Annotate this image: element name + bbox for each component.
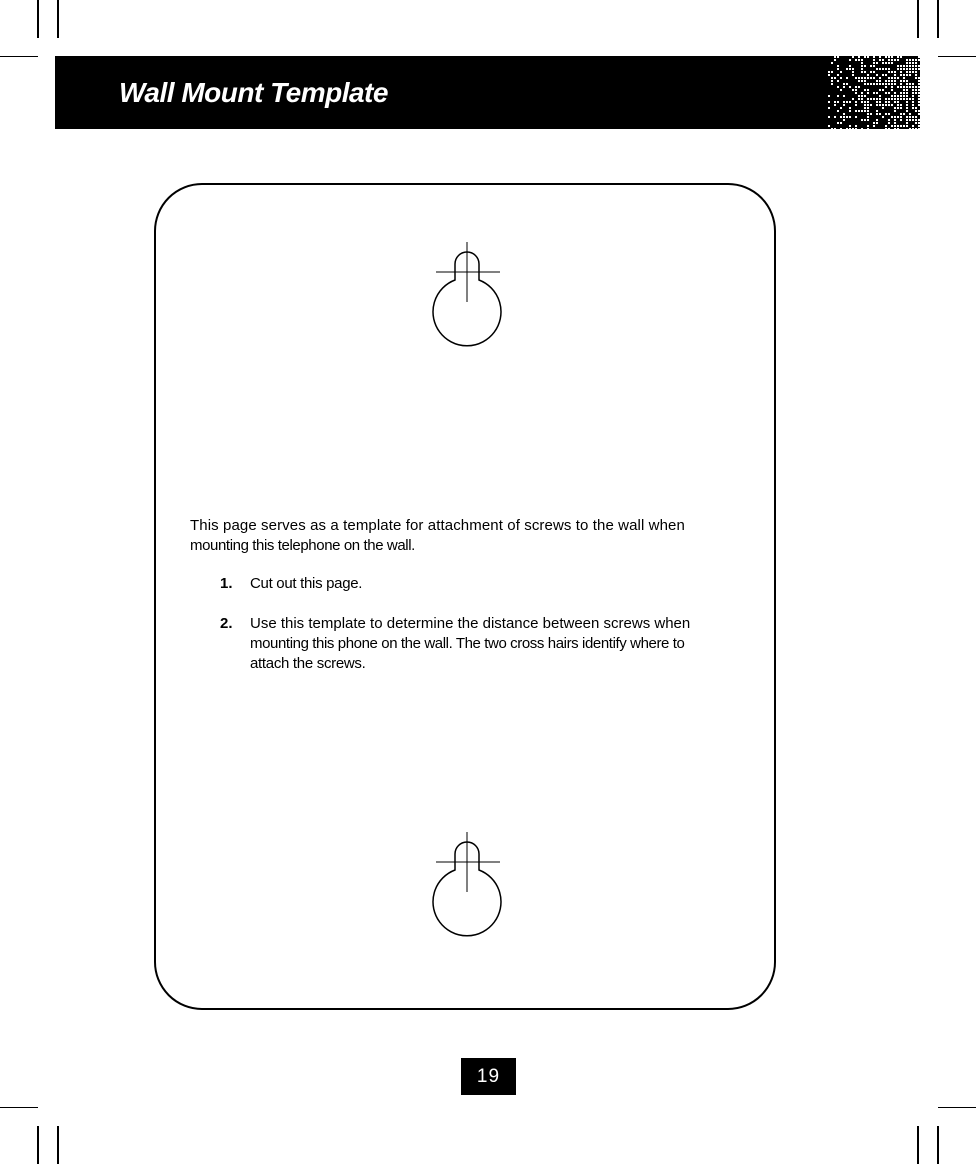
intro-line: mounting this telephone on the wall. xyxy=(190,537,415,554)
intro-paragraph xyxy=(190,516,750,556)
step-number: 2. xyxy=(220,615,233,632)
crop-mark xyxy=(37,0,39,38)
keyhole-crosshair-icon xyxy=(428,240,508,360)
crop-mark xyxy=(937,1126,939,1164)
page-number: 19 xyxy=(461,1058,516,1095)
step-number: 1. xyxy=(220,575,233,592)
step-text-line: Use this template to determine the distance between screws when xyxy=(250,615,691,632)
crop-mark xyxy=(37,1126,39,1164)
crop-mark xyxy=(938,56,976,57)
step-item xyxy=(190,614,750,674)
crop-mark xyxy=(917,1126,919,1164)
crop-mark xyxy=(0,1107,38,1108)
step-text-line: Cut out this page. xyxy=(250,575,363,592)
crop-mark xyxy=(0,56,38,57)
page-title: Wall Mount Template xyxy=(119,77,388,108)
step-item xyxy=(190,574,750,594)
step-text-line: attach the screws. xyxy=(250,655,366,672)
intro-line: This page serves as a template for attachment of screws to the wall when xyxy=(190,517,685,534)
crop-mark xyxy=(917,0,919,38)
crop-mark xyxy=(938,1107,976,1108)
crop-mark xyxy=(57,0,59,38)
crop-mark xyxy=(57,1126,59,1164)
instructions xyxy=(190,516,750,694)
keyhole-crosshair-icon xyxy=(428,830,508,950)
crop-mark xyxy=(937,0,939,38)
step-text-line: mounting this phone on the wall. The two cross hairs identify where to xyxy=(250,635,685,652)
header-bar xyxy=(55,56,920,129)
header-halftone-pattern xyxy=(828,56,920,129)
